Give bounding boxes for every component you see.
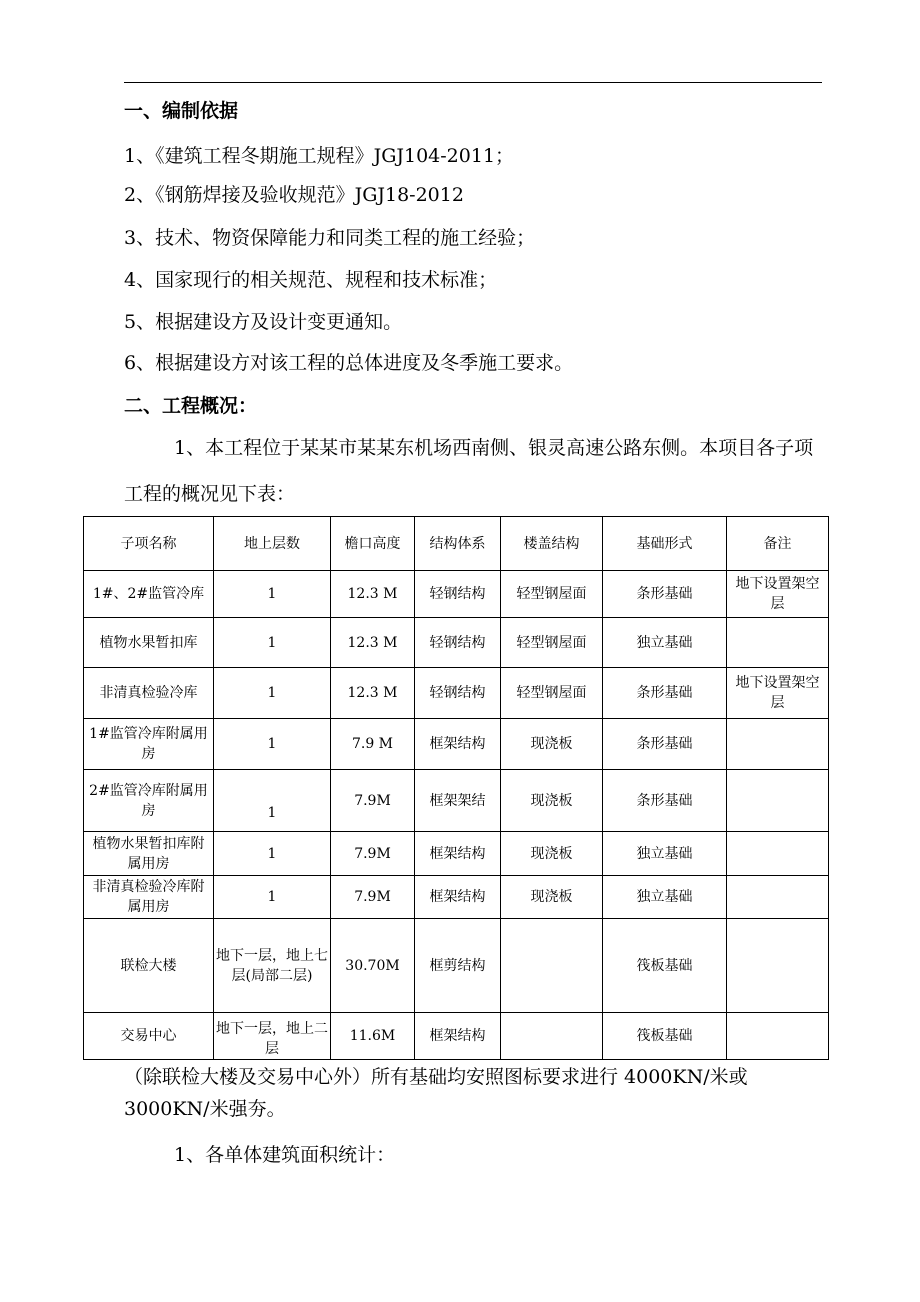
table-cell: 1: [214, 618, 331, 668]
table-cell: 框架结构: [415, 876, 501, 919]
table-cell: 11.6M: [331, 1013, 415, 1060]
table-cell: 交易中心: [84, 1013, 214, 1060]
table-cell: 轻型钢屋面: [501, 668, 603, 719]
table-cell: [501, 1013, 603, 1060]
table-row: [84, 618, 829, 668]
header-cell: 檐口高度: [331, 517, 415, 571]
table-cell: 7.9M: [331, 832, 415, 876]
table-cell: [727, 919, 829, 1013]
table-cell: 地下一层，地上二层: [214, 1013, 331, 1060]
table-cell: 2#监管冷库附属用房: [84, 770, 214, 832]
table-cell: 现浇板: [501, 832, 603, 876]
table-cell: 轻钢结构: [415, 571, 501, 618]
table-cell: 现浇板: [501, 770, 603, 832]
table-cell: 地下一层，地上七层(局部二层): [214, 919, 331, 1013]
overview-paragraph: [124, 425, 824, 517]
header-cell: 基础形式: [603, 517, 727, 571]
table-cell: 12.3 M: [331, 668, 415, 719]
header-cell: 备注: [727, 517, 829, 571]
table-row: [84, 919, 829, 1013]
table-cell: [727, 1013, 829, 1060]
table-row: [84, 719, 829, 770]
table-cell: [727, 770, 829, 832]
table-cell: 轻型钢屋面: [501, 618, 603, 668]
table-cell: 框架架结: [415, 770, 501, 832]
table-row: [84, 770, 829, 832]
table-cell: 1: [214, 571, 331, 618]
basis-item-2: 2、《钢筋焊接及验收规范》JGJ18-2012: [124, 184, 464, 206]
basis-item-1: 1、《建筑工程冬期施工规程》JGJ104-2011；: [124, 145, 515, 167]
table-cell: 植物水果暂扣库: [84, 618, 214, 668]
basis-item-4: 4、国家现行的相关规范、规程和技术标准；: [124, 269, 498, 291]
basis-item-5: 5、根据建设方及设计变更通知。: [124, 311, 403, 333]
table-cell: 框剪结构: [415, 919, 501, 1013]
table-cell: 植物水果暂扣库附属用房: [84, 832, 214, 876]
basis-item-3: 3、技术、物资保障能力和同类工程的施工经验；: [124, 227, 536, 249]
table-header-row: [84, 517, 829, 571]
table-cell: 轻型钢屋面: [501, 571, 603, 618]
table-cell: 独立基础: [603, 876, 727, 919]
table-cell: 现浇板: [501, 719, 603, 770]
table-cell: 1#监管冷库附属用房: [84, 719, 214, 770]
table-cell: 1#、2#监管冷库: [84, 571, 214, 618]
table-cell: 地下设置架空层: [727, 571, 829, 618]
table-cell: 地下设置架空层: [727, 668, 829, 719]
table-cell: 现浇板: [501, 876, 603, 919]
table-row: [84, 832, 829, 876]
table-row: [84, 571, 829, 618]
table-cell: 12.3 M: [331, 571, 415, 618]
foundation-note: （除联检大楼及交易中心外）所有基础均安照图标要求进行 4000KN/米或3000KN/米强夯。: [124, 1066, 748, 1120]
table-cell: 联检大楼: [84, 919, 214, 1013]
table-cell: 框架结构: [415, 719, 501, 770]
table-cell: 1: [214, 876, 331, 919]
header-cell: 子项名称: [84, 517, 214, 571]
table-cell: 条形基础: [603, 719, 727, 770]
table-cell: 框架结构: [415, 1013, 501, 1060]
table-cell: 筏板基础: [603, 1013, 727, 1060]
header-rule: [124, 82, 822, 83]
table-cell: [727, 876, 829, 919]
section-heading-basis: 一、编制依据: [124, 100, 239, 122]
basis-item-6: 6、根据建设方对该工程的总体进度及冬季施工要求。: [124, 352, 574, 374]
table-cell: 独立基础: [603, 618, 727, 668]
header-cell: 地上层数: [214, 517, 331, 571]
table-cell: [501, 919, 603, 1013]
table-cell: 轻钢结构: [415, 668, 501, 719]
table-cell: 1: [214, 770, 331, 832]
table-cell: [727, 719, 829, 770]
table-cell: 1: [214, 719, 331, 770]
table-cell: 12.3 M: [331, 618, 415, 668]
table-cell: 7.9M: [331, 770, 415, 832]
table-cell: 独立基础: [603, 832, 727, 876]
table-cell: 30.70M: [331, 919, 415, 1013]
table-cell: [727, 618, 829, 668]
header-cell: 结构体系: [415, 517, 501, 571]
table-cell: 非清真检验冷库附属用房: [84, 876, 214, 919]
section-heading-overview: 二、工程概况：: [124, 395, 258, 417]
overview-paragraph-text: 1、本工程位于某某市某某东机场西南侧、银灵高速公路东侧。本项目各子项工程的概况见下表：: [124, 437, 814, 505]
table-cell: 框架结构: [415, 832, 501, 876]
table-cell: 1: [214, 668, 331, 719]
table-cell: 条形基础: [603, 770, 727, 832]
table-cell: 条形基础: [603, 571, 727, 618]
table-row: [84, 1013, 829, 1060]
table-cell: 筏板基础: [603, 919, 727, 1013]
header-cell: 楼盖结构: [501, 517, 603, 571]
table-cell: 7.9 M: [331, 719, 415, 770]
table-cell: 条形基础: [603, 668, 727, 719]
table-cell: 1: [214, 832, 331, 876]
project-table: [83, 516, 829, 1060]
table-cell: [727, 832, 829, 876]
table-row: [84, 876, 829, 919]
table-cell: 7.9M: [331, 876, 415, 919]
subsection-title: 1、各单体建筑面积统计：: [174, 1144, 396, 1166]
table-cell: 轻钢结构: [415, 618, 501, 668]
table-cell: 非清真检验冷库: [84, 668, 214, 719]
table-row: [84, 668, 829, 719]
